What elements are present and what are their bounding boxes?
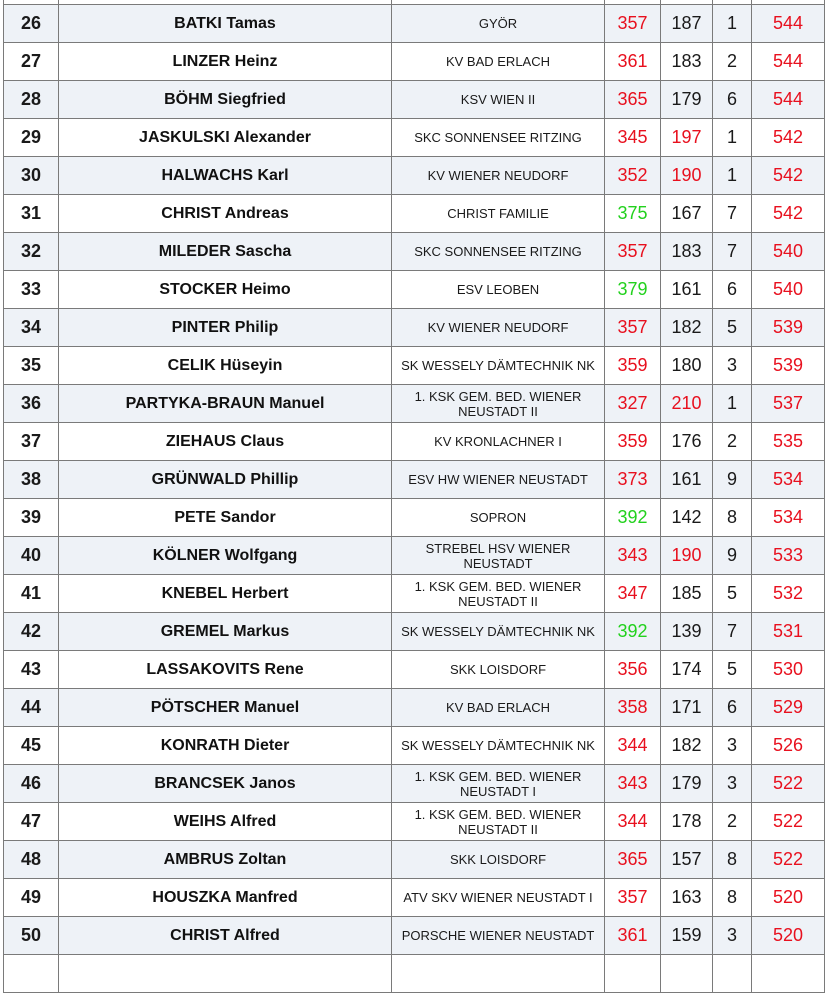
player-name-cell: KNEBEL Herbert: [59, 575, 392, 613]
fehlwurf-cell: 7: [713, 195, 752, 233]
fehlwurf-cell: 1: [713, 5, 752, 43]
total-score-cell: 522: [752, 841, 825, 879]
rank-cell: 32: [4, 233, 59, 271]
fehlwurf-cell: 7: [713, 613, 752, 651]
total-score-cell: 542: [752, 195, 825, 233]
rank-cell: 40: [4, 537, 59, 575]
table-row: [4, 423, 825, 461]
volle-score-cell: 358: [605, 689, 661, 727]
abraeumen-score-cell: 174: [661, 651, 713, 689]
total-score-cell: 544: [752, 43, 825, 81]
abraeumen-score-cell: 139: [661, 613, 713, 651]
club-cell: 1. KSK GEM. BED. WIENER NEUSTADT II: [392, 575, 605, 613]
player-name-cell: ZIEHAUS Claus: [59, 423, 392, 461]
volle-score-cell: 344: [605, 727, 661, 765]
player-name-cell: MILEDER Sascha: [59, 233, 392, 271]
abraeumen-score-cell: 182: [661, 727, 713, 765]
player-name-cell: HOUSZKA Manfred: [59, 879, 392, 917]
total-score-cell: 535: [752, 423, 825, 461]
rank-cell: 29: [4, 119, 59, 157]
volle-score-cell: 357: [605, 5, 661, 43]
total-score-cell: 533: [752, 537, 825, 575]
table-row: [4, 233, 825, 271]
player-name-cell: PÖTSCHER Manuel: [59, 689, 392, 727]
rank-cell: 27: [4, 43, 59, 81]
total-score-cell: 539: [752, 347, 825, 385]
club-cell: SK WESSELY DÄMTECHNIK NK: [392, 347, 605, 385]
club-cell: CHRIST FAMILIE: [392, 195, 605, 233]
player-name-cell: STOCKER Heimo: [59, 271, 392, 309]
table-row: [4, 81, 825, 119]
volle-score-cell: 343: [605, 537, 661, 575]
abraeumen-score-cell: [661, 955, 713, 993]
rank-cell: 41: [4, 575, 59, 613]
rank-cell: 37: [4, 423, 59, 461]
player-name-cell: KONRATH Dieter: [59, 727, 392, 765]
fehlwurf-cell: 6: [713, 271, 752, 309]
fehlwurf-cell: 5: [713, 575, 752, 613]
abraeumen-score-cell: 157: [661, 841, 713, 879]
rank-cell: 36: [4, 385, 59, 423]
table-row: [4, 157, 825, 195]
volle-score-cell: 352: [605, 157, 661, 195]
volle-score-cell: 392: [605, 499, 661, 537]
rank-cell: 45: [4, 727, 59, 765]
club-cell: ESV HW WIENER NEUSTADT: [392, 461, 605, 499]
total-score-cell: 534: [752, 499, 825, 537]
total-score-cell: 520: [752, 879, 825, 917]
total-score-cell: 544: [752, 5, 825, 43]
total-score-cell: 532: [752, 575, 825, 613]
table-row: [4, 461, 825, 499]
abraeumen-score-cell: 197: [661, 119, 713, 157]
rank-cell: 34: [4, 309, 59, 347]
fehlwurf-cell: 8: [713, 499, 752, 537]
fehlwurf-cell: 9: [713, 537, 752, 575]
club-cell: PORSCHE WIENER NEUSTADT: [392, 917, 605, 955]
rank-cell: 28: [4, 81, 59, 119]
club-cell: KV KRONLACHNER I: [392, 423, 605, 461]
rank-cell: 46: [4, 765, 59, 803]
club-cell: [392, 955, 605, 993]
volle-score-cell: 365: [605, 81, 661, 119]
table-row: [4, 347, 825, 385]
player-name-cell: PINTER Philip: [59, 309, 392, 347]
total-score-cell: 542: [752, 119, 825, 157]
club-cell: 1. KSK GEM. BED. WIENER NEUSTADT I: [392, 765, 605, 803]
total-score-cell: 540: [752, 233, 825, 271]
fehlwurf-cell: 1: [713, 385, 752, 423]
rank-cell: 42: [4, 613, 59, 651]
results-table: [3, 0, 825, 993]
club-cell: KV BAD ERLACH: [392, 689, 605, 727]
total-score-cell: 537: [752, 385, 825, 423]
player-name-cell: BÖHM Siegfried: [59, 81, 392, 119]
table-row: [4, 955, 825, 993]
total-score-cell: 544: [752, 81, 825, 119]
rank-cell: 26: [4, 5, 59, 43]
abraeumen-score-cell: 183: [661, 233, 713, 271]
volle-score-cell: 361: [605, 43, 661, 81]
table-row: [4, 499, 825, 537]
table-row: [4, 575, 825, 613]
abraeumen-score-cell: 163: [661, 879, 713, 917]
volle-score-cell: 392: [605, 613, 661, 651]
fehlwurf-cell: 6: [713, 81, 752, 119]
volle-score-cell: [605, 955, 661, 993]
rank-cell: 38: [4, 461, 59, 499]
rank-cell: 47: [4, 803, 59, 841]
table-row: [4, 841, 825, 879]
abraeumen-score-cell: 187: [661, 5, 713, 43]
player-name-cell: BATKI Tamas: [59, 5, 392, 43]
club-cell: SKK LOISDORF: [392, 841, 605, 879]
table-row: [4, 727, 825, 765]
player-name-cell: KÖLNER Wolfgang: [59, 537, 392, 575]
table-row: [4, 385, 825, 423]
fehlwurf-cell: 5: [713, 651, 752, 689]
club-cell: 1. KSK GEM. BED. WIENER NEUSTADT II: [392, 385, 605, 423]
volle-score-cell: 347: [605, 575, 661, 613]
volle-score-cell: 343: [605, 765, 661, 803]
club-cell: SKC SONNENSEE RITZING: [392, 233, 605, 271]
total-score-cell: 542: [752, 157, 825, 195]
volle-score-cell: 356: [605, 651, 661, 689]
fehlwurf-cell: 2: [713, 423, 752, 461]
total-score-cell: 534: [752, 461, 825, 499]
rank-cell: 33: [4, 271, 59, 309]
total-score-cell: 522: [752, 765, 825, 803]
table-row: [4, 765, 825, 803]
table-row: [4, 43, 825, 81]
abraeumen-score-cell: 179: [661, 765, 713, 803]
rank-cell: 39: [4, 499, 59, 537]
rank-cell: 44: [4, 689, 59, 727]
player-name-cell: CELIK Hüseyin: [59, 347, 392, 385]
results-body: [4, 0, 825, 993]
abraeumen-score-cell: 182: [661, 309, 713, 347]
rank-cell: 49: [4, 879, 59, 917]
club-cell: 1. KSK GEM. BED. WIENER NEUSTADT II: [392, 803, 605, 841]
fehlwurf-cell: 6: [713, 689, 752, 727]
player-name-cell: JASKULSKI Alexander: [59, 119, 392, 157]
fehlwurf-cell: 8: [713, 841, 752, 879]
club-cell: SK WESSELY DÄMTECHNIK NK: [392, 613, 605, 651]
abraeumen-score-cell: 171: [661, 689, 713, 727]
table-row: [4, 613, 825, 651]
table-row: [4, 879, 825, 917]
player-name-cell: HALWACHS Karl: [59, 157, 392, 195]
player-name-cell: CHRIST Andreas: [59, 195, 392, 233]
table-row: [4, 689, 825, 727]
fehlwurf-cell: 8: [713, 879, 752, 917]
fehlwurf-cell: 3: [713, 727, 752, 765]
player-name-cell: LINZER Heinz: [59, 43, 392, 81]
table-row: [4, 803, 825, 841]
table-row: [4, 309, 825, 347]
table-row: [4, 5, 825, 43]
club-cell: KV BAD ERLACH: [392, 43, 605, 81]
club-cell: ESV LEOBEN: [392, 271, 605, 309]
rank-cell: 43: [4, 651, 59, 689]
abraeumen-score-cell: 161: [661, 271, 713, 309]
table-row: [4, 537, 825, 575]
volle-score-cell: 344: [605, 803, 661, 841]
volle-score-cell: 345: [605, 119, 661, 157]
club-cell: KSV WIEN II: [392, 81, 605, 119]
club-cell: SKC SONNENSEE RITZING: [392, 119, 605, 157]
player-name-cell: CHRIST Alfred: [59, 917, 392, 955]
player-name-cell: AMBRUS Zoltan: [59, 841, 392, 879]
rank-cell: 30: [4, 157, 59, 195]
abraeumen-score-cell: 178: [661, 803, 713, 841]
rank-cell: [4, 955, 59, 993]
club-cell: SK WESSELY DÄMTECHNIK NK: [392, 727, 605, 765]
total-score-cell: 529: [752, 689, 825, 727]
abraeumen-score-cell: 159: [661, 917, 713, 955]
club-cell: SKK LOISDORF: [392, 651, 605, 689]
volle-score-cell: 359: [605, 347, 661, 385]
club-cell: ATV SKV WIENER NEUSTADT I: [392, 879, 605, 917]
abraeumen-score-cell: 190: [661, 157, 713, 195]
player-name-cell: PARTYKA-BRAUN Manuel: [59, 385, 392, 423]
volle-score-cell: 373: [605, 461, 661, 499]
fehlwurf-cell: 1: [713, 157, 752, 195]
club-cell: STREBEL HSV WIENER NEUSTADT: [392, 537, 605, 575]
fehlwurf-cell: 2: [713, 803, 752, 841]
volle-score-cell: 357: [605, 879, 661, 917]
club-cell: SOPRON: [392, 499, 605, 537]
rank-cell: 50: [4, 917, 59, 955]
volle-score-cell: 375: [605, 195, 661, 233]
fehlwurf-cell: 3: [713, 917, 752, 955]
player-name-cell: BRANCSEK Janos: [59, 765, 392, 803]
player-name-cell: LASSAKOVITS Rene: [59, 651, 392, 689]
fehlwurf-cell: 9: [713, 461, 752, 499]
volle-score-cell: 357: [605, 233, 661, 271]
volle-score-cell: 357: [605, 309, 661, 347]
rank-cell: 31: [4, 195, 59, 233]
table-row: [4, 271, 825, 309]
fehlwurf-cell: 3: [713, 765, 752, 803]
abraeumen-score-cell: 180: [661, 347, 713, 385]
rank-cell: 35: [4, 347, 59, 385]
fehlwurf-cell: 1: [713, 119, 752, 157]
volle-score-cell: 365: [605, 841, 661, 879]
fehlwurf-cell: 7: [713, 233, 752, 271]
abraeumen-score-cell: 185: [661, 575, 713, 613]
club-cell: KV WIENER NEUDORF: [392, 309, 605, 347]
volle-score-cell: 359: [605, 423, 661, 461]
abraeumen-score-cell: 161: [661, 461, 713, 499]
fehlwurf-cell: 5: [713, 309, 752, 347]
table-row: [4, 195, 825, 233]
club-cell: GYÖR: [392, 5, 605, 43]
player-name-cell: PETE Sandor: [59, 499, 392, 537]
rank-cell: 48: [4, 841, 59, 879]
abraeumen-score-cell: 183: [661, 43, 713, 81]
abraeumen-score-cell: 210: [661, 385, 713, 423]
club-cell: KV WIENER NEUDORF: [392, 157, 605, 195]
player-name-cell: GRÜNWALD Phillip: [59, 461, 392, 499]
fehlwurf-cell: 3: [713, 347, 752, 385]
total-score-cell: 531: [752, 613, 825, 651]
abraeumen-score-cell: 179: [661, 81, 713, 119]
abraeumen-score-cell: 176: [661, 423, 713, 461]
abraeumen-score-cell: 167: [661, 195, 713, 233]
volle-score-cell: 379: [605, 271, 661, 309]
total-score-cell: 540: [752, 271, 825, 309]
abraeumen-score-cell: 142: [661, 499, 713, 537]
player-name-cell: [59, 955, 392, 993]
table-row: [4, 119, 825, 157]
total-score-cell: 530: [752, 651, 825, 689]
abraeumen-score-cell: 190: [661, 537, 713, 575]
fehlwurf-cell: [713, 955, 752, 993]
player-name-cell: WEIHS Alfred: [59, 803, 392, 841]
total-score-cell: 520: [752, 917, 825, 955]
player-name-cell: GREMEL Markus: [59, 613, 392, 651]
fehlwurf-cell: 2: [713, 43, 752, 81]
total-score-cell: 522: [752, 803, 825, 841]
total-score-cell: 526: [752, 727, 825, 765]
volle-score-cell: 361: [605, 917, 661, 955]
total-score-cell: 539: [752, 309, 825, 347]
total-score-cell: [752, 955, 825, 993]
table-row: [4, 917, 825, 955]
volle-score-cell: 327: [605, 385, 661, 423]
table-row: [4, 651, 825, 689]
